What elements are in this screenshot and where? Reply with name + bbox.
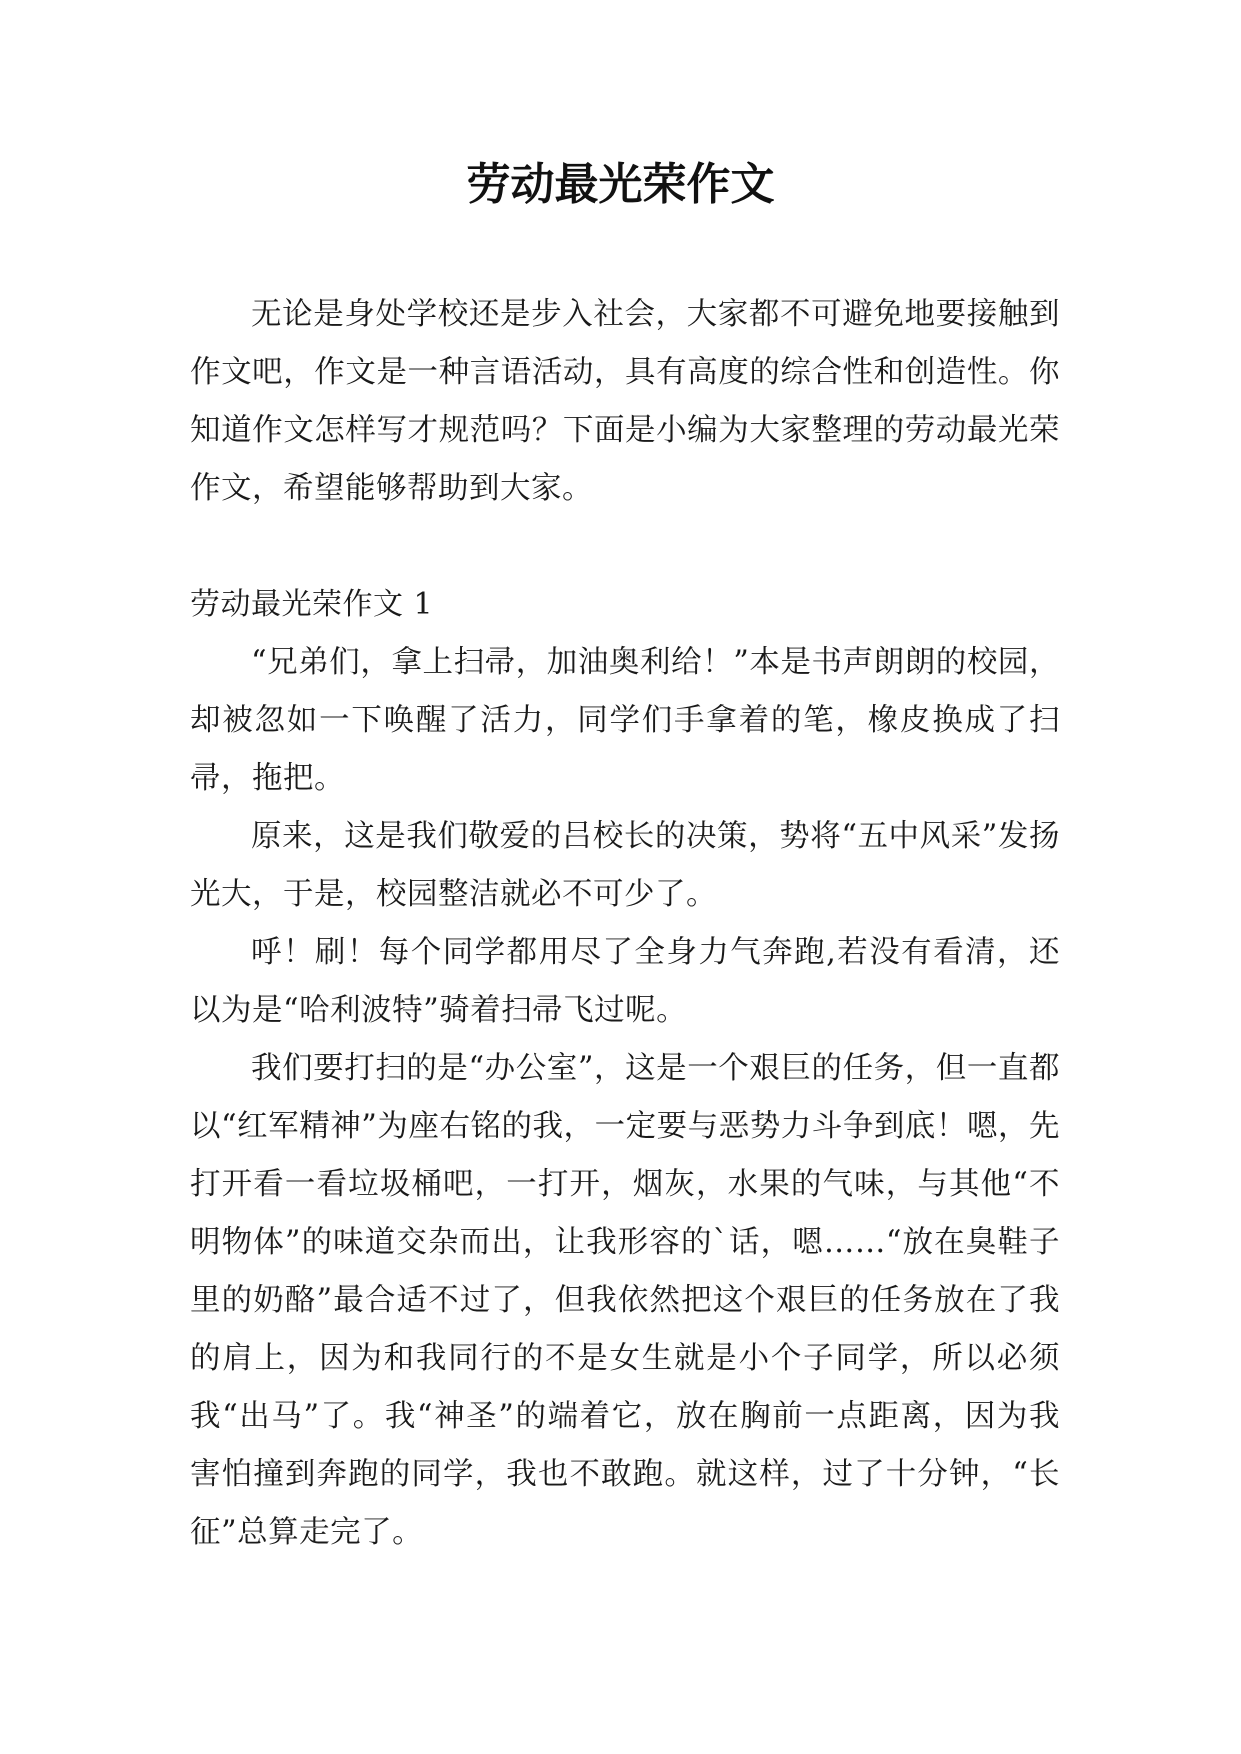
body-paragraph: 我们要打扫的是“办公室”，这是一个艰巨的任务，但一直都以“红军精神”为座右铭的我，一定要与恶势力斗争到底！嗯，先打开看一看垃圾桶吧，一打开，烟灰，水果的气味，与其他“不明物体”的味道交杂而出，让我形容的`话，嗯……“放在臭鞋子里的奶酪”最合适不过了，但我依然把这个艰巨的任务放在了我的肩上，因为和我同行的不是女生就是小个子同学，所以必须我“出马”了。我“神圣”的端着它，放在胸前一点距离，因为我害怕撞到奔跑的同学，我也不敢跑。就这样，过了十分钟，“长征”总算走完了。 (190, 1051, 1060, 1550)
body-paragraph: 呼！刷！每个同学都用尽了全身力气奔跑,若没有看清，还以为是“哈利波特”骑着扫帚飞过呢。 (190, 935, 1060, 1028)
intro-paragraph: 无论是身处学校还是步入社会，大家都不可避免地要接触到作文吧，作文是一种言语活动，具有高度的综合性和创造性。你知道作文怎样写才规范吗？下面是小编为大家整理的劳动最光荣作文，希望能够帮助到大家。 (190, 297, 1060, 506)
document-title: 劳动最光荣作文 (466, 159, 775, 210)
body-paragraph: “兄弟们，拿上扫帚，加油奥利给！”本是书声朗朗的校园，却被忽如一下唤醒了活力，同学们手拿着的笔，橡皮换成了扫帚，拖把。 (190, 645, 1060, 796)
section-heading: 劳动最光荣作文 1 (190, 587, 434, 622)
body-paragraph: 原来，这是我们敬爱的吕校长的决策，势将“五中风采”发扬光大，于是，校园整洁就必不可少了。 (190, 819, 1060, 912)
document-body (190, 286, 1060, 1562)
